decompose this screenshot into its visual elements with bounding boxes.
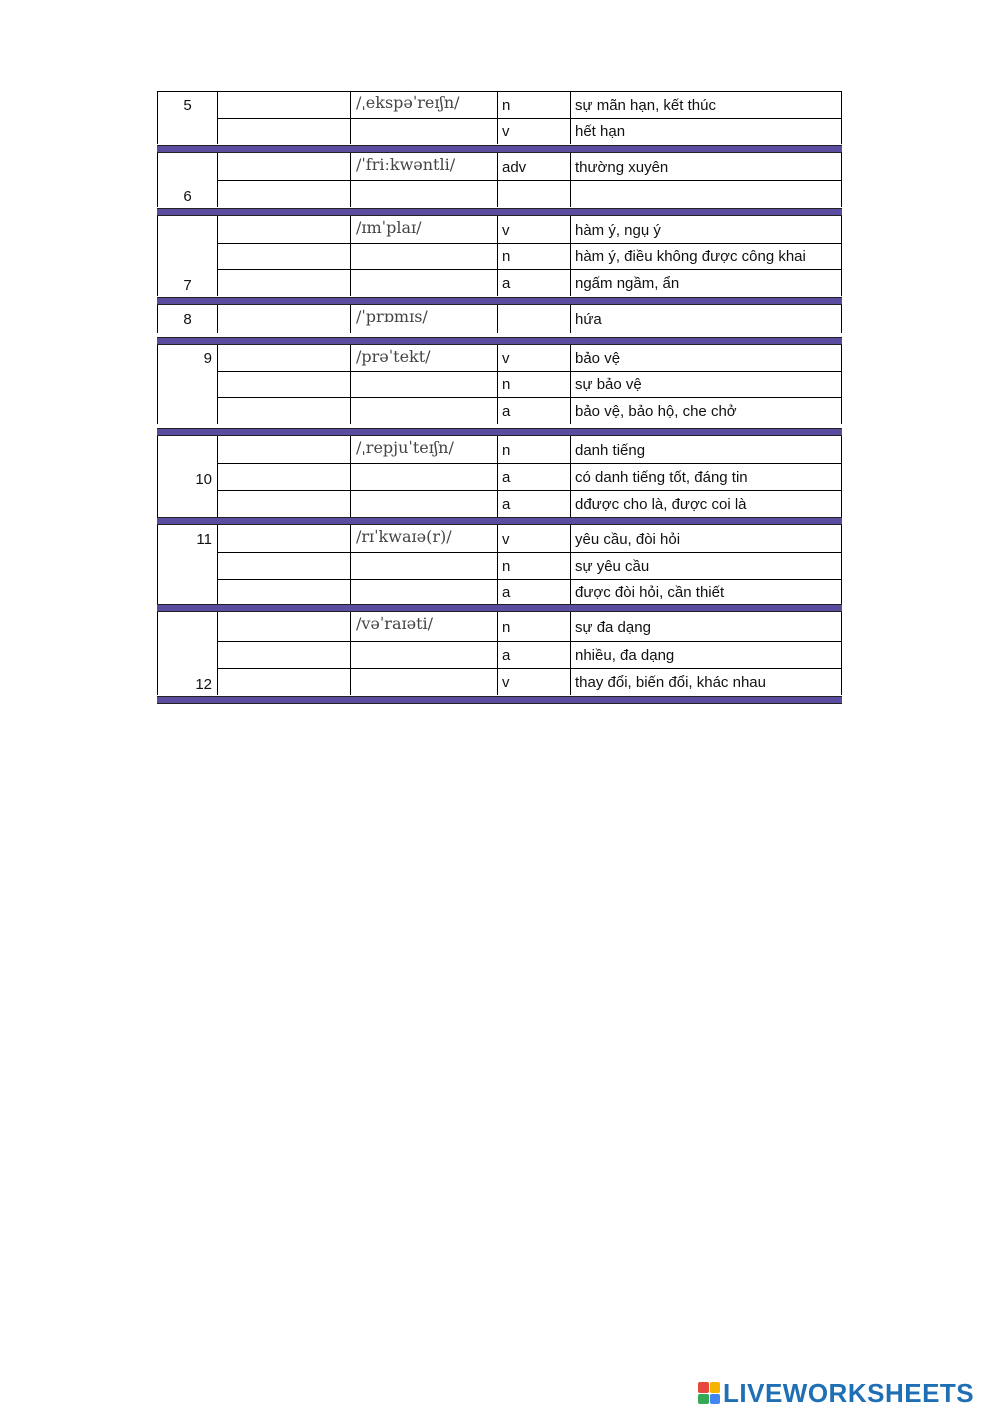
part-of-speech: n bbox=[502, 376, 511, 393]
column-border bbox=[570, 525, 571, 605]
column-border bbox=[497, 436, 498, 517]
meaning: hàm ý, ngụ ý bbox=[575, 221, 661, 239]
meaning: có danh tiếng tốt, đáng tin bbox=[575, 468, 748, 486]
column-border bbox=[157, 216, 158, 296]
part-of-speech: n bbox=[502, 618, 511, 636]
column-border bbox=[497, 525, 498, 605]
word-answer-cell[interactable] bbox=[218, 270, 350, 296]
column-border bbox=[157, 305, 158, 333]
column-border bbox=[157, 91, 158, 144]
ipa-transcription: /ˈfriːkwəntli/ bbox=[356, 155, 456, 174]
column-border bbox=[570, 436, 571, 517]
meaning: sự bảo vệ bbox=[575, 376, 642, 393]
row-number: 5 bbox=[183, 96, 192, 114]
meaning: hết hạn bbox=[575, 123, 626, 140]
column-border bbox=[497, 216, 498, 296]
meaning: sự yêu cầu bbox=[575, 557, 650, 575]
part-of-speech: a bbox=[502, 468, 511, 486]
column-border bbox=[217, 612, 218, 695]
row-number: 12 bbox=[195, 676, 212, 693]
meaning: thường xuyên bbox=[575, 158, 669, 176]
column-border bbox=[157, 345, 158, 424]
row-number: 8 bbox=[183, 311, 192, 328]
column-border bbox=[570, 91, 571, 144]
meaning: danh tiếng bbox=[575, 441, 646, 459]
liveworksheets-logo bbox=[698, 1378, 974, 1408]
column-border bbox=[570, 153, 571, 207]
column-border bbox=[570, 345, 571, 424]
word-answer-cell[interactable] bbox=[218, 464, 350, 490]
meaning: ngấm ngầm, ẩn bbox=[575, 274, 680, 292]
part-of-speech: v bbox=[502, 530, 510, 548]
column-border bbox=[157, 436, 158, 517]
word-answer-cell[interactable] bbox=[218, 92, 350, 118]
column-border bbox=[570, 305, 571, 333]
part-of-speech: v bbox=[502, 350, 510, 367]
ipa-transcription: /rɪˈkwaɪə(r)/ bbox=[356, 527, 452, 546]
group-separator bbox=[157, 297, 842, 305]
column-border bbox=[497, 91, 498, 144]
column-border bbox=[497, 345, 498, 424]
part-of-speech: n bbox=[502, 441, 511, 459]
word-answer-cell[interactable] bbox=[218, 372, 350, 397]
word-answer-cell[interactable] bbox=[218, 181, 350, 207]
word-answer-cell[interactable] bbox=[218, 217, 350, 243]
column-border bbox=[217, 305, 218, 333]
meaning: yêu cầu, đòi hỏi bbox=[575, 530, 681, 548]
part-of-speech: a bbox=[502, 402, 511, 420]
word-answer-cell[interactable] bbox=[218, 642, 350, 668]
part-of-speech bbox=[498, 181, 570, 207]
column-border bbox=[497, 612, 498, 695]
part-of-speech: n bbox=[502, 557, 511, 575]
column-border bbox=[350, 216, 351, 296]
word-answer-cell[interactable] bbox=[218, 346, 350, 371]
group-separator bbox=[157, 604, 842, 612]
part-of-speech: a bbox=[502, 495, 511, 513]
row-number: 9 bbox=[203, 350, 212, 367]
word-answer-cell[interactable] bbox=[218, 244, 350, 269]
column-border bbox=[841, 153, 842, 207]
column-border bbox=[350, 525, 351, 605]
column-border bbox=[841, 525, 842, 605]
column-border bbox=[217, 345, 218, 424]
ipa-transcription: /ˌrepjuˈteɪʃn/ bbox=[356, 438, 454, 457]
row-number: 10 bbox=[195, 471, 212, 488]
part-of-speech: v bbox=[502, 673, 510, 691]
column-border bbox=[841, 436, 842, 517]
group-separator bbox=[157, 696, 842, 704]
column-border bbox=[217, 525, 218, 605]
row-number: 11 bbox=[196, 530, 212, 548]
part-of-speech: a bbox=[502, 274, 511, 292]
column-border bbox=[350, 153, 351, 207]
column-border bbox=[841, 612, 842, 695]
row-number: 7 bbox=[183, 277, 192, 294]
column-border bbox=[841, 305, 842, 333]
column-border bbox=[217, 153, 218, 207]
meaning: hàm ý, điều không được công khai bbox=[575, 248, 806, 265]
meaning: bảo vệ, bảo hộ, che chở bbox=[575, 402, 737, 420]
column-border bbox=[350, 91, 351, 144]
word-answer-cell[interactable] bbox=[218, 553, 350, 579]
word-answer-cell[interactable] bbox=[218, 669, 350, 695]
meaning: thay đổi, biến đổi, khác nhau bbox=[575, 673, 766, 691]
group-separator bbox=[157, 208, 842, 216]
word-answer-cell[interactable] bbox=[218, 398, 350, 424]
column-border bbox=[217, 216, 218, 296]
column-border bbox=[157, 612, 158, 695]
column-border bbox=[350, 436, 351, 517]
meaning: hứa bbox=[575, 311, 602, 328]
column-border bbox=[570, 216, 571, 296]
meaning: sự đa dạng bbox=[575, 618, 651, 636]
ipa-transcription: /ˈprɒmɪs/ bbox=[356, 307, 428, 326]
part-of-speech: a bbox=[502, 584, 511, 601]
column-border bbox=[217, 91, 218, 144]
column-border bbox=[217, 436, 218, 517]
column-border bbox=[841, 345, 842, 424]
column-border bbox=[350, 612, 351, 695]
word-answer-cell[interactable] bbox=[218, 154, 350, 180]
meaning: bảo vệ bbox=[575, 350, 621, 367]
word-answer-cell[interactable] bbox=[218, 437, 350, 463]
group-separator bbox=[157, 145, 842, 153]
part-of-speech: a bbox=[502, 646, 511, 664]
part-of-speech: n bbox=[502, 96, 511, 114]
column-border bbox=[841, 216, 842, 296]
row-number: 6 bbox=[183, 188, 192, 205]
word-answer-cell[interactable] bbox=[218, 526, 350, 552]
meaning: dđược cho là, được coi là bbox=[575, 495, 747, 513]
word-answer-cell[interactable] bbox=[218, 491, 350, 517]
group-separator bbox=[157, 517, 842, 525]
part-of-speech: v bbox=[502, 221, 510, 239]
part-of-speech bbox=[498, 306, 570, 333]
word-answer-cell[interactable] bbox=[218, 306, 350, 333]
part-of-speech: v bbox=[502, 123, 510, 140]
ipa-transcription: /vəˈraɪəti/ bbox=[356, 614, 434, 633]
column-border bbox=[497, 305, 498, 333]
ipa-transcription: /prəˈtekt/ bbox=[356, 347, 431, 366]
ipa-transcription: /ˌekspəˈreɪʃn/ bbox=[356, 93, 460, 112]
part-of-speech: n bbox=[502, 248, 511, 265]
part-of-speech: adv bbox=[502, 158, 527, 176]
column-border bbox=[157, 525, 158, 605]
column-border bbox=[350, 345, 351, 424]
ipa-transcription: /ɪmˈplaɪ/ bbox=[356, 218, 422, 237]
column-border bbox=[497, 153, 498, 207]
meaning: nhiều, đa dạng bbox=[575, 646, 675, 664]
meaning: được đòi hỏi, cần thiết bbox=[575, 584, 725, 601]
meaning bbox=[571, 181, 841, 207]
group-separator bbox=[157, 337, 842, 345]
group-separator bbox=[157, 428, 842, 436]
word-answer-cell[interactable] bbox=[218, 613, 350, 641]
column-border bbox=[350, 305, 351, 333]
column-border bbox=[570, 612, 571, 695]
word-answer-cell[interactable] bbox=[218, 119, 350, 144]
word-answer-cell[interactable] bbox=[218, 580, 350, 605]
column-border bbox=[157, 153, 158, 207]
liveworksheets-logo-text: LIVEWORKSHEETS bbox=[723, 1377, 975, 1408]
meaning: sự mãn hạn, kết thúc bbox=[575, 96, 716, 114]
liveworksheets-logo-icon bbox=[698, 1382, 720, 1404]
column-border bbox=[841, 91, 842, 144]
